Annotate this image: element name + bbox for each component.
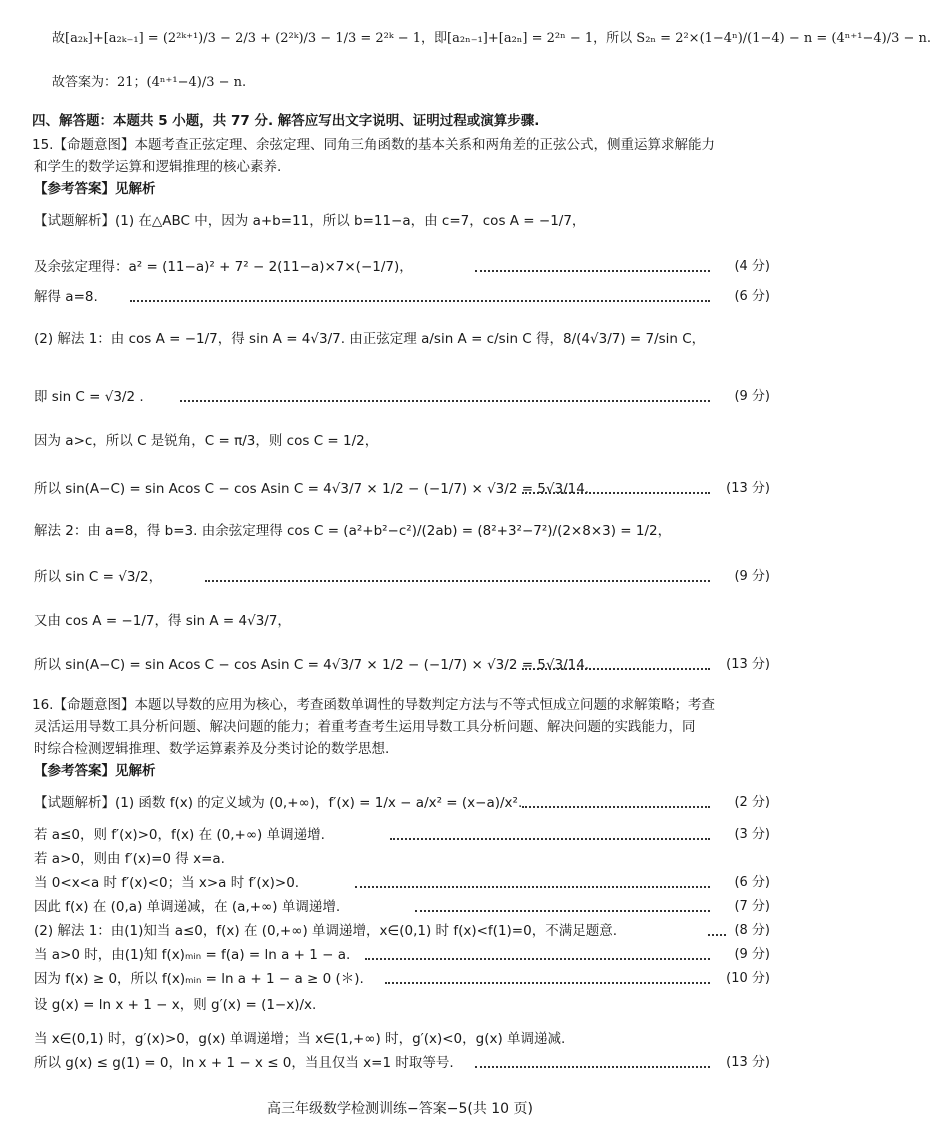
- q15-step-3: 解得 a=8.: [34, 289, 98, 305]
- q15-step-1: 【试题解析】(1) 在△ABC 中，因为 a+b=11，所以 b=11−a，由 c=7，cos A = −1/7，: [34, 213, 586, 229]
- page-footer: 高三年级数学检测训练−答案−5(共 10 页): [266, 1101, 533, 1117]
- leader-dots: [475, 1066, 710, 1068]
- score-7: (7 分): [734, 899, 770, 914]
- q15-step-10: 又由 cos A = −1/7，得 sin A = 4√3/7，: [34, 613, 291, 629]
- q16-method-1: (2) 解法 1：由(1)知当 a≤0，f(x) 在 (0,+∞) 单调递增，x∈(0,1) 时 f(x)<f(1)=0，不满足题意.: [34, 923, 617, 939]
- leader-dots: [522, 668, 710, 670]
- leader-dots: [475, 270, 710, 272]
- q16-intent-3: 时综合检测逻辑推理、数学运算素养及分类讨论的数学思想.: [34, 741, 390, 757]
- leader-dots: [355, 886, 710, 888]
- score-6b: (6 分): [734, 875, 770, 890]
- score-2: (2 分): [734, 795, 770, 810]
- q16-step-8: 因为 f(x) ≥ 0，所以 f(x)ₘᵢₙ = ln a + 1 − a ≥ 0 (＊).: [34, 971, 364, 987]
- section-heading: 四、解答题：本题共 5 小题，共 77 分. 解答应写出文字说明、证明过程或演算步骤.: [32, 113, 540, 129]
- score-9b: (9 分): [734, 569, 770, 584]
- leader-dots: [522, 492, 710, 494]
- leader-dots: [205, 580, 710, 582]
- q15-step-11: 所以 sin(A−C) = sin Acos C − cos Asin C = 4√3/7 × 1/2 − (−1/7) × √3/2 = 5√3/14.: [34, 657, 590, 673]
- q15-step-5: 即 sin C = √3/2 .: [34, 389, 144, 405]
- q16-step-3: 若 a>0，则由 f′(x)=0 得 x=a.: [34, 851, 225, 867]
- leader-dots: [385, 982, 710, 984]
- leader-dots: [130, 300, 710, 302]
- q16-intent-1: 16.【命题意图】本题以导数的应用为核心，考查函数单调性的导数判定方法与不等式恒成立问题的求解策略；考查: [32, 697, 715, 713]
- q15-step-9: 所以 sin C = √3/2，: [34, 569, 163, 585]
- q16-step-1: 【试题解析】(1) 函数 f(x) 的定义域为 (0,+∞)，f′(x) = 1/x − a/x² = (x−a)/x².: [34, 795, 523, 811]
- q16-step-11: 所以 g(x) ≤ g(1) = 0，ln x + 1 − x ≤ 0，当且仅当 x=1 时取等号.: [34, 1055, 454, 1071]
- leader-dots: [522, 806, 710, 808]
- q16-step-4: 当 0<x<a 时 f′(x)<0；当 x>a 时 f′(x)>0.: [34, 875, 300, 891]
- answer-summary-line: 故答案为：21；(4ⁿ⁺¹−4)/3 − n.: [52, 75, 247, 90]
- q15-intent-1: 15.【命题意图】本题考查正弦定理、余弦定理、同角三角函数的基本关系和两角差的正弦公式，侧重运算求解能力: [32, 137, 715, 153]
- q15-method-2: 解法 2：由 a=8，得 b=3. 由余弦定理得 cos C = (a²+b²−c²)/(2ab) = (8²+3²−7²)/(2×8×3) = 1/2，: [34, 523, 672, 539]
- score-13c: (13 分): [726, 1055, 770, 1070]
- score-13b: (13 分): [726, 657, 770, 672]
- score-6: (6 分): [734, 289, 770, 304]
- score-4: (4 分): [734, 259, 770, 274]
- q15-intent-2: 和学生的数学运算和逻辑推理的核心素养.: [34, 159, 282, 175]
- q16-step-9: 设 g(x) = ln x + 1 − x，则 g′(x) = (1−x)/x.: [34, 997, 317, 1013]
- score-13: (13 分): [726, 481, 770, 496]
- score-9c: (9 分): [734, 947, 770, 962]
- q16-step-2: 若 a≤0，则 f′(x)>0，f(x) 在 (0,+∞) 单调递增.: [34, 827, 325, 843]
- q16-step-5: 因此 f(x) 在 (0,a) 单调递减，在 (a,+∞) 单调递增.: [34, 899, 341, 915]
- q15-step-2: 及余弦定理得：a² = (11−a)² + 7² − 2(11−a)×7×(−1/7)，: [34, 259, 413, 275]
- score-8: (8 分): [734, 923, 770, 938]
- series-sum-line: 故[a₂ₖ]+[a₂ₖ₋₁] = (2²ᵏ⁺¹)/3 − 2/3 + (2²ᵏ)/3 − 1/3 = 2²ᵏ − 1，即[a₂ₙ₋₁]+[a₂ₙ] = 2²ⁿ − 1，所以 S₂ₙ = 2²×(1−4ⁿ)/(1−4) − n = (4ⁿ⁺¹−4)/3 − n.: [52, 31, 931, 46]
- q15-step-7: 所以 sin(A−C) = sin Acos C − cos Asin C = 4√3/7 × 1/2 − (−1/7) × √3/2 = 5√3/14.: [34, 481, 590, 497]
- leader-dots: [390, 838, 710, 840]
- q15-step-4: (2) 解法 1：由 cos A = −1/7，得 sin A = 4√3/7. 由正弦定理 a/sin A = c/sin C 得，8/(4√3/7) = 7/sin C，: [34, 331, 706, 347]
- q15-step-6: 因为 a>c，所以 C 是锐角，C = π/3，则 cos C = 1/2，: [34, 433, 379, 449]
- score-10: (10 分): [726, 971, 770, 986]
- q16-step-10: 当 x∈(0,1) 时，g′(x)>0，g(x) 单调递增；当 x∈(1,+∞) 时，g′(x)<0，g(x) 单调递减.: [34, 1031, 566, 1047]
- leader-dots: [415, 910, 710, 912]
- score-3: (3 分): [734, 827, 770, 842]
- q16-reference-answer: 【参考答案】见解析: [34, 763, 156, 779]
- leader-dots: [365, 958, 710, 960]
- q16-intent-2: 灵活运用导数工具分析问题、解决问题的能力；着重考查考生运用导数工具分析问题、解决问题的实践能力，同: [34, 719, 696, 735]
- q15-reference-answer: 【参考答案】见解析: [34, 181, 156, 197]
- score-9: (9 分): [734, 389, 770, 404]
- leader-dots: [180, 400, 710, 402]
- leader-dots: [708, 934, 726, 936]
- q16-step-7: 当 a>0 时，由(1)知 f(x)ₘᵢₙ = f(a) = ln a + 1 − a.: [34, 947, 351, 963]
